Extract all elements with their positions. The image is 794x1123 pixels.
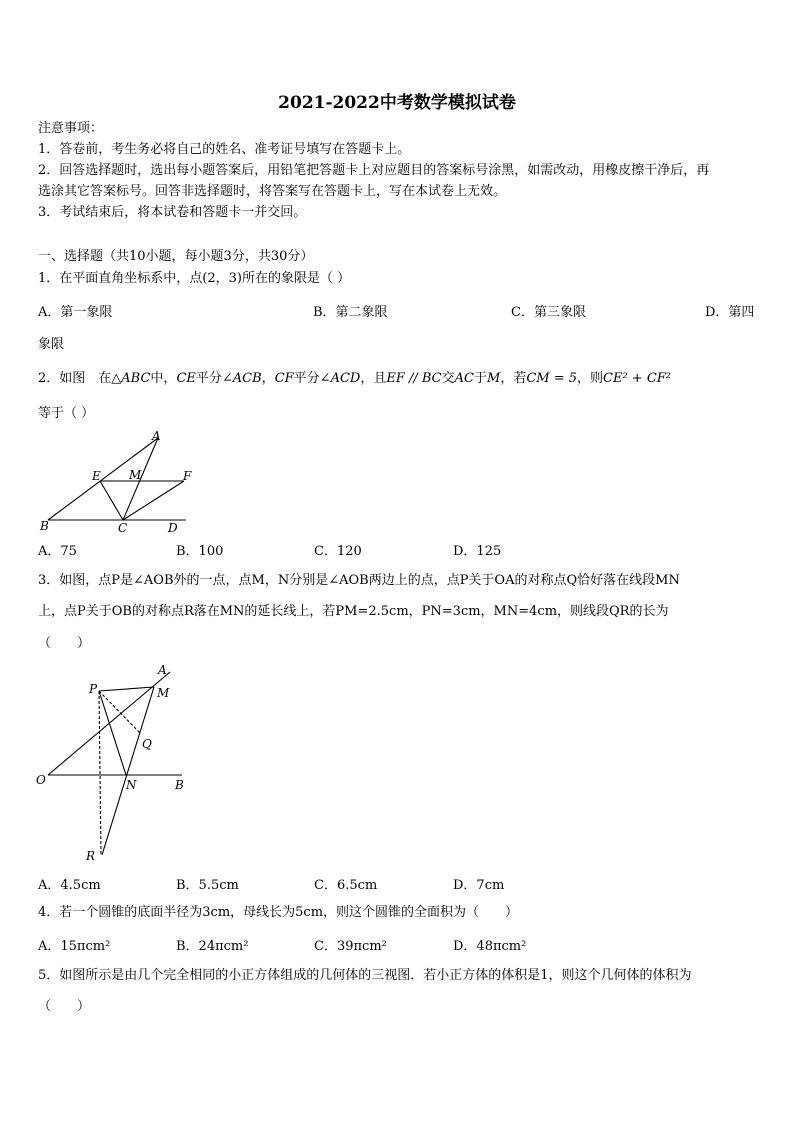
q2-math: AC [454, 371, 474, 386]
label-b: B [40, 519, 49, 533]
label-f: F [183, 469, 192, 483]
segment-pn [99, 691, 126, 775]
q4-option-d: D．48πcm² [453, 939, 527, 954]
notice-heading: 注意事项： [38, 121, 104, 136]
q1-option-a: A．第一象限 [38, 305, 113, 320]
q3-option-d: D．7cm [453, 878, 505, 893]
question-2-text [38, 368, 763, 390]
notice-item: 1．答卷前，考生务必将自己的姓名、准考证号填写在答题卡上。 [38, 142, 411, 157]
question-1-text: 1．在平面直角坐标系中，点(2，3)所在的象限是（ ） [38, 271, 351, 286]
q2-option-d: D．125 [453, 544, 502, 559]
segment-pr-dashed [99, 691, 101, 855]
label-r: R [86, 849, 96, 863]
line-cf [123, 481, 184, 520]
section-heading: 一、选择题（共10小题，每小题3分，共30分） [38, 249, 314, 264]
q2-option-b: B．100 [176, 544, 224, 559]
q2-math: CE [176, 371, 196, 386]
q2-math: ∠ACD [319, 371, 361, 386]
q2-text: 于 [473, 371, 487, 386]
label-b: B [175, 778, 184, 792]
question-3-line2: 上，点P关于OB的对称点R落在MN的延长线上，若PM=2.5cm，PN=3cm，MN=4cm，则线段QR的长为 [38, 604, 669, 619]
q2-text: ， [261, 371, 275, 386]
q4-option-b: B．24πcm² [176, 939, 249, 954]
q2-text: ，则 [577, 371, 604, 386]
q2-math: CE² + CF² [603, 371, 672, 386]
question-3-line1: 3．如图，点P是∠AOB外的一点，点M，N分别是∠AOB两边上的点，点P关于OA的对称点Q恰好落在线段MN [38, 573, 680, 588]
q2-figure [36, 428, 206, 542]
label-c: C [118, 521, 128, 535]
q1-option-d: D．第四 [705, 305, 755, 320]
notice-item: 2．回答选择题时，选出每小题答案后，用铅笔把答题卡上对应题目的答案标号涂黑，如需改动，用橡皮擦干净后，再 [38, 163, 710, 178]
label-a: A [158, 663, 167, 677]
label-q: Q [142, 737, 152, 751]
q2-text: 中， [150, 371, 177, 386]
q1-option-c: C．第三象限 [511, 305, 586, 320]
q2-text: 平分 [195, 371, 222, 386]
label-n: N [126, 778, 137, 792]
label-a: A [152, 429, 161, 443]
page-title: 2021-2022中考数学模拟试卷 [278, 93, 516, 113]
q2-text: 平分 [293, 371, 320, 386]
q2-text: ，且 [360, 371, 387, 386]
q2-math: ∠ACB [221, 371, 262, 386]
label-m: M [157, 686, 170, 700]
label-p: P [89, 682, 98, 696]
label-d: D [168, 521, 178, 535]
q3-figure [34, 660, 194, 869]
q2-option-c: C．120 [314, 544, 362, 559]
q2-math: EF // BC [386, 371, 442, 386]
q1-option-d-wrap: 象限 [38, 337, 65, 352]
q4-option-a: A．15πcm² [38, 939, 111, 954]
notice-item: 选涂其它答案标号。回答非选择题时，将答案写在答题卡上，写在本试卷上无效。 [38, 184, 507, 199]
question-2-line2: 等于（ ） [38, 406, 95, 421]
q2-text: 2．如图 在 [38, 371, 112, 386]
q3-option-a: A．4.5cm [38, 878, 101, 893]
question-4-text: 4．若一个圆锥的底面半径为3cm，母线长为5cm，则这个圆锥的全面积为（ ） [38, 905, 519, 920]
q2-math: △ABC [111, 371, 151, 386]
q2-text: ，若 [500, 371, 527, 386]
q2-option-a: A．75 [38, 544, 77, 559]
line-mn-r [102, 687, 154, 855]
q3-option-b: B．5.5cm [176, 878, 239, 893]
label-o: O [36, 773, 46, 787]
q2-math: CF [274, 371, 294, 386]
label-e: E [92, 469, 101, 483]
question-5-line2: （ ） [38, 999, 91, 1014]
label-m: M [129, 468, 142, 482]
question-5-line1: 5．如图所示是由几个完全相同的小正方体组成的几何体的三视图．若小正方体的体积是1，则这个几何体的体积为 [38, 968, 692, 983]
notice-block [38, 118, 763, 223]
q4-option-c: C．39πcm² [314, 939, 387, 954]
line-ec [100, 481, 123, 520]
q3-option-c: C．6.5cm [314, 878, 378, 893]
q1-option-b: B．第二象限 [313, 305, 388, 320]
question-3-line3: （ ） [38, 636, 91, 651]
q2-text: 交 [441, 371, 455, 386]
q2-math: M [487, 371, 501, 386]
q2-math: CM = 5 [526, 371, 578, 386]
notice-item: 3．考试结束后，将本试卷和答题卡一并交回。 [38, 205, 307, 220]
segment-pm [99, 687, 154, 691]
